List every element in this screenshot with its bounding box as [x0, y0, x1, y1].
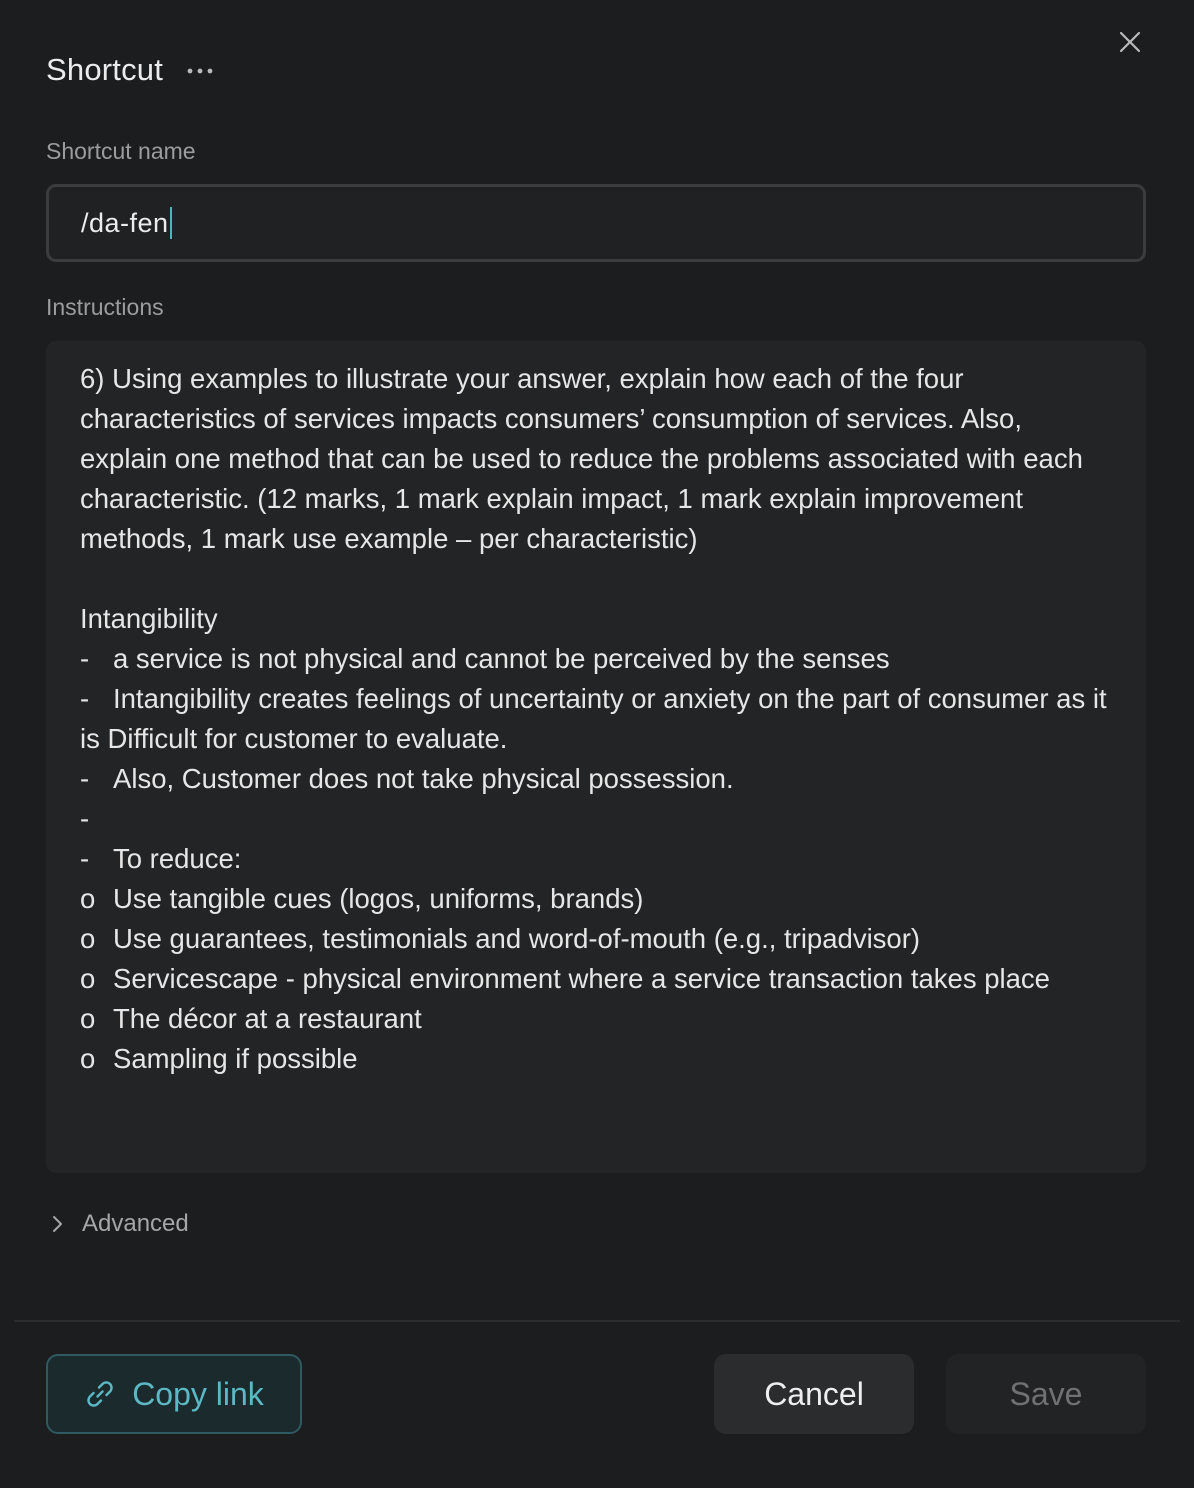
save-button[interactable]: [946, 1354, 1146, 1434]
dialog-header: [46, 52, 213, 88]
footer-divider: [14, 1320, 1180, 1322]
shortcut-name-label: Shortcut name: [46, 138, 196, 164]
save-label: Save: [1009, 1375, 1083, 1412]
close-icon: [1119, 31, 1141, 53]
advanced-toggle[interactable]: [50, 1210, 189, 1238]
cancel-label: Cancel: [764, 1375, 864, 1412]
text-caret: [170, 207, 172, 239]
advanced-label: Advanced: [82, 1210, 189, 1237]
instructions-label: Instructions: [46, 294, 164, 320]
instructions-text: 6) Using examples to illustrate your answer, explain how each of the four characteristics of services impacts consumers’ consumption of services. Also, explain one method that can be used to reduce the problems associated with each characteristic. (12 marks, 1 mark explain impact, 1 mark explain improvement methods, 1 mark use example – per characteristic) Intangibility - a service is not physical and cannot be perceived by the senses - Intangibility creates feelings of uncertainty or anxiety on the part of consumer as it is Difficult for customer to evaluate. - Also, Customer does not take physical possession. - - To reduce: o Use tangible cues (logos, uniforms, brands) o Use guarantees, testimonials and word-of-mouth (e.g., tripadvisor) o Servicescape - physical environment where a service transaction takes place o The décor at a restaurant o Sampling if possible: [80, 363, 1107, 1074]
shortcut-name-value: /da-fen: [81, 207, 169, 238]
copy-link-label: Copy link: [132, 1375, 264, 1412]
shortcut-name-input[interactable]: [46, 184, 1146, 262]
instructions-textarea[interactable]: [46, 341, 1146, 1173]
ellipsis-icon: [187, 67, 213, 75]
close-button[interactable]: [1114, 26, 1146, 58]
link-icon: [84, 1378, 116, 1410]
more-options-button[interactable]: [187, 56, 213, 86]
cancel-button[interactable]: [714, 1354, 914, 1434]
dialog-title: Shortcut: [46, 52, 164, 87]
chevron-right-icon: [50, 1214, 64, 1234]
copy-link-button[interactable]: [46, 1354, 302, 1434]
